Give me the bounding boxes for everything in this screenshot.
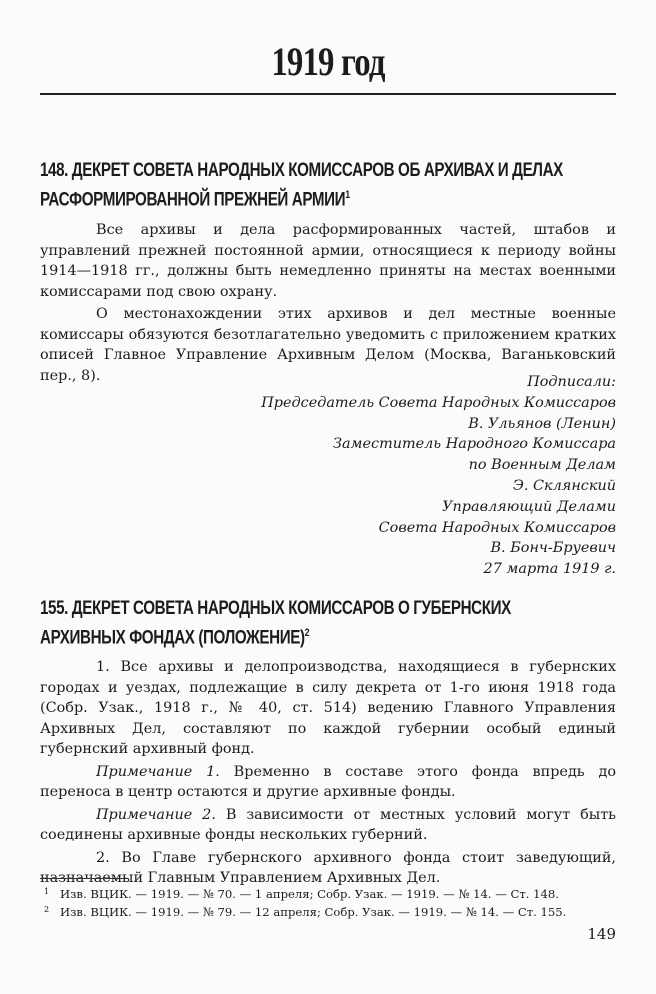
book-page — [40, 0, 616, 994]
doc148-title-line2: РАСФОРМИРОВАННОЙ ПРЕЖНЕЙ АРМИИ — [40, 189, 346, 211]
note-1-text: Временно в составе этого фонда впредь до переноса в центр остаются и другие архивные фонды. — [40, 763, 616, 800]
doc155-title-line1: 155. ДЕКРЕТ СОВЕТА НАРОДНЫХ КОМИССАРОВ О ГУБЕРНСКИХ — [40, 598, 511, 619]
footnotes — [40, 885, 616, 921]
note-2-label: Примечание 2. — [96, 806, 216, 823]
doc148-signatures — [40, 372, 616, 580]
doc148-paragraph-1: Все архивы и дела расформированных частей, штабов и управлений прежней постоянной армии, относящиеся к периоду войны 1914—1918 гг., должны быть немедленно приняты на местах военными комиссарами под свою охрану. — [40, 222, 616, 300]
year-heading: 1919 год — [271, 39, 385, 84]
page-number: 149 — [587, 925, 616, 943]
signature-line: Заместитель Народного Комиссара — [333, 436, 616, 453]
note-2-text: В зависимости от местных условий могут быть соединены архивные фонды нескольких губерний. — [40, 806, 616, 843]
footnote-2 — [40, 903, 616, 921]
signature-line: Подписали: — [527, 374, 616, 390]
doc155-note-1 — [40, 762, 616, 803]
signature-line: Управляющий Делами — [442, 498, 616, 515]
heading-rule — [40, 93, 616, 95]
signature-line: В. Бонч-Бруевич — [490, 540, 616, 557]
signature-line: по Военным Делам — [468, 457, 616, 474]
doc148-title-line1: 148. ДЕКРЕТ СОВЕТА НАРОДНЫХ КОМИССАРОВ ОБ АРХИВАХ И ДЕЛАХ — [40, 160, 563, 181]
doc148-footnote-ref[interactable]: 1 — [345, 189, 350, 201]
footnote-text: Изв. ВЦИК. — 1919. — № 79. — 12 апреля; Собр. Узак. — 1919. — № 14. — Ст. 155. — [60, 905, 567, 919]
doc155-note-2 — [40, 805, 616, 846]
footnote-rule — [40, 878, 128, 879]
footnote-number: 1 — [44, 887, 50, 896]
doc155-paragraph-1: 1. Все архивы и делопроизводства, находящиеся в губернских городах и уездах, подлежащие в силу декрета от 1-го июня 1918 года (Собр. Узак., 1918 г., № 40, ст. 514) ведению Главного Управления Архивных Дел, составляют по каждой губернии особый единый губернский архивный фонд. — [40, 659, 616, 757]
doc155-title — [40, 596, 616, 650]
doc155-paragraph-2: 2. Во Главе губернского архивного фонда стоит заведующий, назначаемый Главным Управлением Архивных Дел. — [40, 849, 616, 886]
signature-date: 27 марта 1919 г. — [483, 561, 616, 578]
doc155-title-line2: АРХИВНЫХ ФОНДАХ (ПОЛОЖЕНИЕ) — [40, 627, 305, 649]
footnote-1 — [40, 885, 616, 903]
signature-line: Совета Народных Комиссаров — [378, 519, 616, 536]
doc148-title — [40, 158, 616, 212]
footnote-number: 2 — [44, 905, 50, 914]
doc148-paragraph-2: О местонахождении этих архивов и дел местные военные комиссары обязуются безотлагательно уведомить с приложением кратких описей Главное Управление Архивным Делом (Москва, Ваганьковский пер., 8). — [40, 306, 616, 384]
signature-line: В. Ульянов (Ленин) — [468, 415, 616, 432]
signature-line: Э. Склянский — [512, 477, 616, 494]
doc148-body — [40, 220, 616, 386]
signature-line: Председатель Совета Народных Комиссаров — [261, 394, 616, 411]
doc155-body — [40, 657, 616, 889]
footnote-text: Изв. ВЦИК. — 1919. — № 70. — 1 апреля; Собр. Узак. — 1919. — № 14. — Ст. 148. — [60, 887, 559, 901]
note-1-label: Примечание 1. — [96, 763, 220, 780]
doc155-footnote-ref[interactable]: 2 — [304, 627, 310, 639]
